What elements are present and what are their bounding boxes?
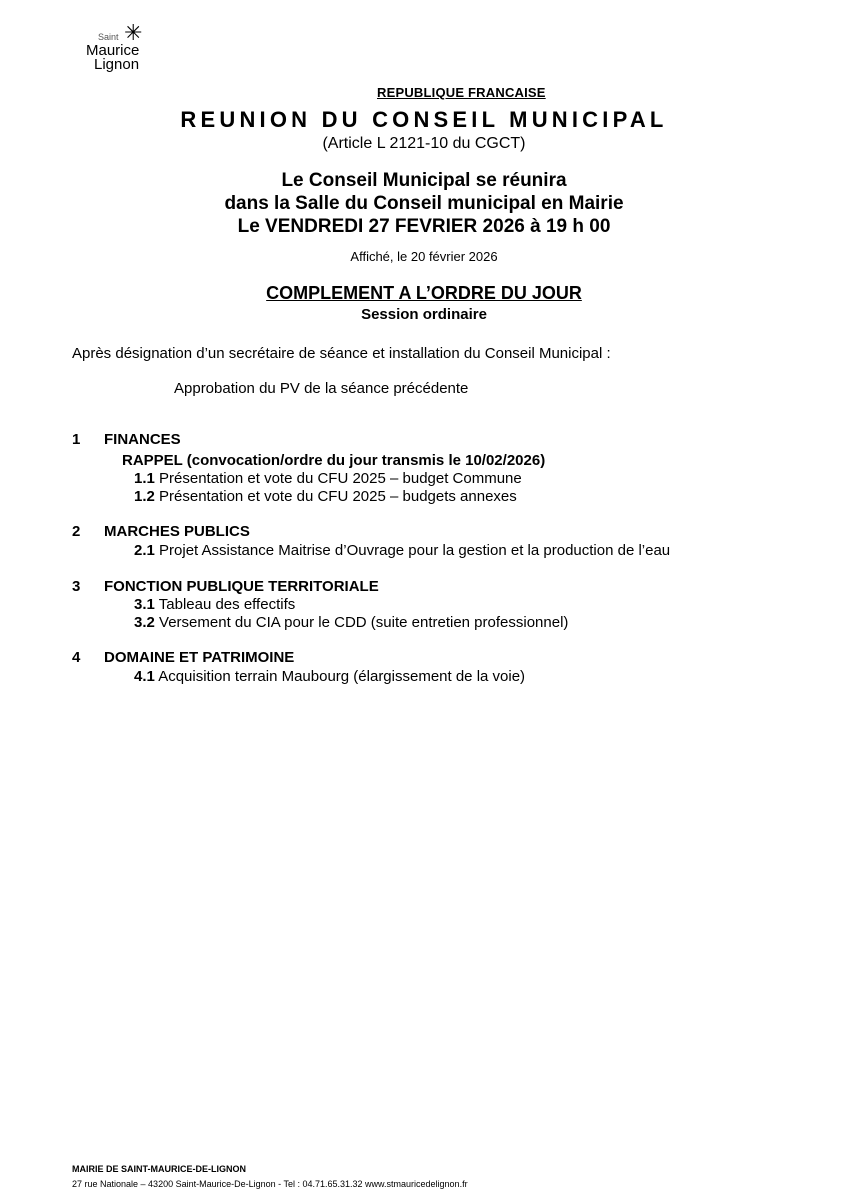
section-number: 4 [72,649,81,666]
rappel-note: RAPPEL (convocation/ordre du jour transmis le 10/02/2026) [122,452,546,469]
item-number: 4.1 [134,668,155,685]
item-number: 3.2 [134,614,155,631]
posting-date: Affiché, le 20 février 2026 [350,249,498,264]
agenda-item [134,668,525,685]
agenda-item [134,614,568,631]
logo-maurice-text: Maurice [86,42,140,59]
item-text: Présentation et vote du CFU 2025 – budget Commune [154,470,522,487]
item-text: Présentation et vote du CFU 2025 – budgets annexes [154,488,517,505]
republique-heading: REPUBLIQUE FRANCAISE [377,85,546,100]
logo-star-icon: ✳ [124,20,143,45]
convocation-line-3: Le VENDREDI 27 FEVRIER 2026 à 19 h 00 [237,216,611,237]
logo-lignon-text: Lignon [94,56,140,73]
convocation-line-1: Le Conseil Municipal se réunira [281,170,567,191]
item-text: Acquisition terrain Maubourg (élargissement de la voie) [154,668,526,685]
item-text: Versement du CIA pour le CDD (suite entretien professionnel) [154,614,569,631]
item-text: Projet Assistance Maitrise d’Ouvrage pour la gestion et la production de l’eau [154,542,671,559]
section-number: 3 [72,578,81,595]
approbation-item: Approbation du PV de la séance précédente [174,380,469,397]
footer-organisation: MAIRIE DE SAINT-MAURICE-DE-LIGNON [72,1164,246,1174]
footer-address: 27 rue Nationale – 43200 Saint-Maurice-De-Lignon - Tel : 04.71.65.31.32 www.stmauricedelignon.fr [72,1179,468,1189]
article-reference: (Article L 2121-10 du CGCT) [322,135,526,152]
section-number: 1 [72,431,81,448]
agenda-item [134,470,522,487]
section-number: 2 [72,523,81,540]
section-title-fonction-publique: FONCTION PUBLIQUE TERRITORIALE [104,578,379,595]
logo-saint-text: Saint [98,32,119,42]
agenda-title: COMPLEMENT A L’ORDRE DU JOUR [266,283,582,303]
agenda-subtitle: Session ordinaire [361,306,487,323]
section-title-finances: FINANCES [104,431,181,448]
item-number: 1.1 [134,470,155,487]
agenda-item [134,542,670,559]
section-title-marches-publics: MARCHES PUBLICS [104,523,250,540]
convocation-line-2: dans la Salle du Conseil municipal en Mairie [224,193,624,214]
agenda-item [134,596,295,613]
agenda-intro: Après désignation d’un secrétaire de séance et installation du Conseil Municipal : [72,345,611,362]
page-title: REUNION DU CONSEIL MUNICIPAL [180,107,668,132]
item-number: 3.1 [134,596,155,613]
commune-logo [86,22,156,74]
item-number: 1.2 [134,488,155,505]
agenda-item [134,488,517,505]
item-text: Tableau des effectifs [154,596,296,613]
section-title-domaine-patrimoine: DOMAINE ET PATRIMOINE [104,649,295,666]
item-number: 2.1 [134,542,155,559]
